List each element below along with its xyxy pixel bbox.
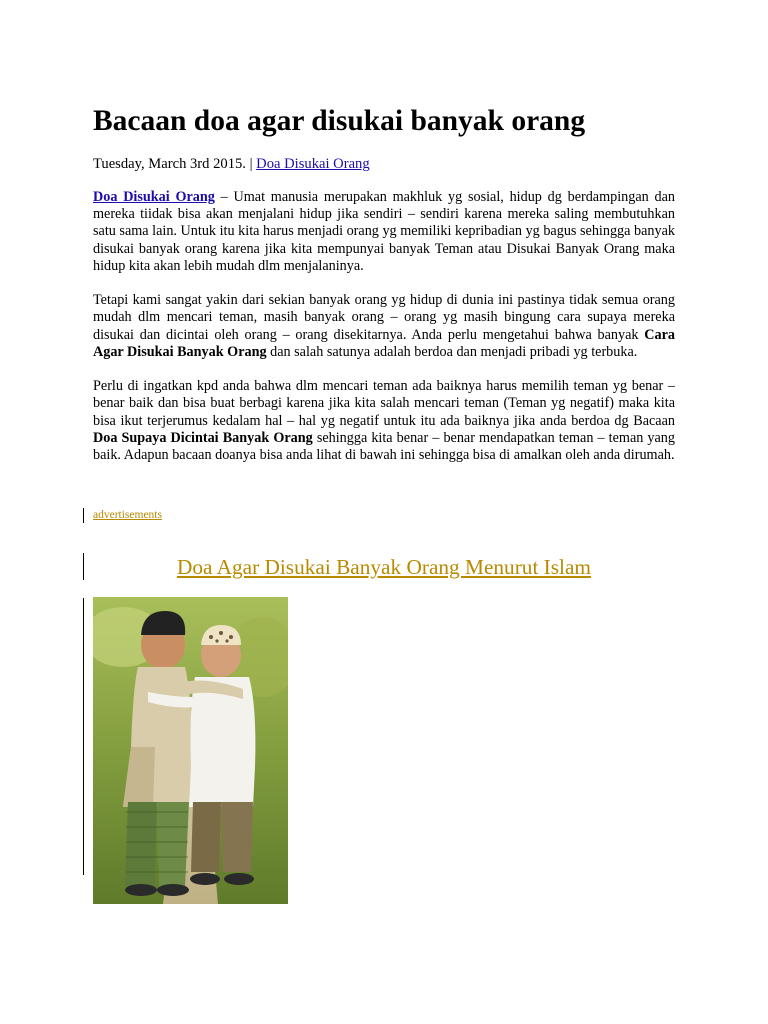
- article-title: Bacaan doa agar disukai banyak orang: [93, 105, 586, 137]
- section-title[interactable]: Doa Agar Disukai Banyak Orang Menurut Islam: [176, 555, 591, 579]
- paragraph-1-text: – Umat manusia merupakan makhluk yg sosial, hidup dg berdampingan dan mereka tiidak bisa akan menjalani hidup jika sendiri – sendiri karena mereka saling membutuhkan satu sama lain. Untuk itu kita harus menjadi orang yg memiliki kepribadian yg bagus sehingga banyak disukai banyak orang karena jika kita mempunyai banyak Teman atau Disukai Banyak Orang maka hidup kita akan lebih mudah dlm menjalaninya.: [93, 189, 675, 274]
- image-divider: [83, 598, 84, 875]
- paragraph-2-bold: Cara Agar Disukai Banyak Orang: [93, 326, 675, 360]
- article-date: Tuesday, March 3rd 2015.: [93, 156, 246, 172]
- meta-separator: |: [245, 156, 257, 172]
- category-link[interactable]: Doa Disukai Orang: [256, 156, 370, 172]
- ads-divider: [83, 508, 84, 523]
- paragraph-3: [93, 378, 675, 464]
- two-boys-embracing-image: [93, 597, 288, 904]
- paragraph-3-bold: Doa Supaya Dicintai Banyak Orang: [93, 429, 313, 446]
- advertisements-link[interactable]: advertisements: [93, 509, 162, 521]
- paragraph-1: [93, 189, 675, 275]
- paragraph-2-text-after: dan salah satunya adalah berdoa dan menjadi pribadi yg terbuka.: [266, 343, 638, 360]
- paragraph-3-text-after: sehingga kita benar – benar mendapatkan teman – teman yang baik. Adapun bacaan doanya bisa anda lihat di bawah ini sehingga bisa di amalkan oleh anda dirumah.: [93, 429, 675, 464]
- paragraph-2-text-before: Tetapi kami sangat yakin dari sekian banyak orang yg hidup di dunia ini pastinya tidak semua orang mudah dlm mencari teman, masih banyak orang – orang yg masih bingung cara supaya mereka disukai dan dicintai oleh orang – orang disekitarnya. Anda perlu mengetahui bahwa banyak: [93, 292, 675, 343]
- paragraph-2: [93, 292, 675, 361]
- keyword-link[interactable]: Doa Disukai Orang: [93, 189, 215, 205]
- article-meta: [93, 155, 370, 173]
- paragraph-3-text-before: Perlu di ingatkan kpd anda bahwa dlm mencari teman ada baiknya harus memilih teman yg benar – benar baik dan bisa buat berbagi karena jika kita salah mencari teman (Teman yg negatif) maka kita bisa ikut terjerumus kedalam hal – hal yg negatif untuk itu ada baiknya jika anda berdoa dg Bacaan: [93, 378, 675, 429]
- article-body: [93, 189, 675, 481]
- section-divider: [83, 553, 84, 580]
